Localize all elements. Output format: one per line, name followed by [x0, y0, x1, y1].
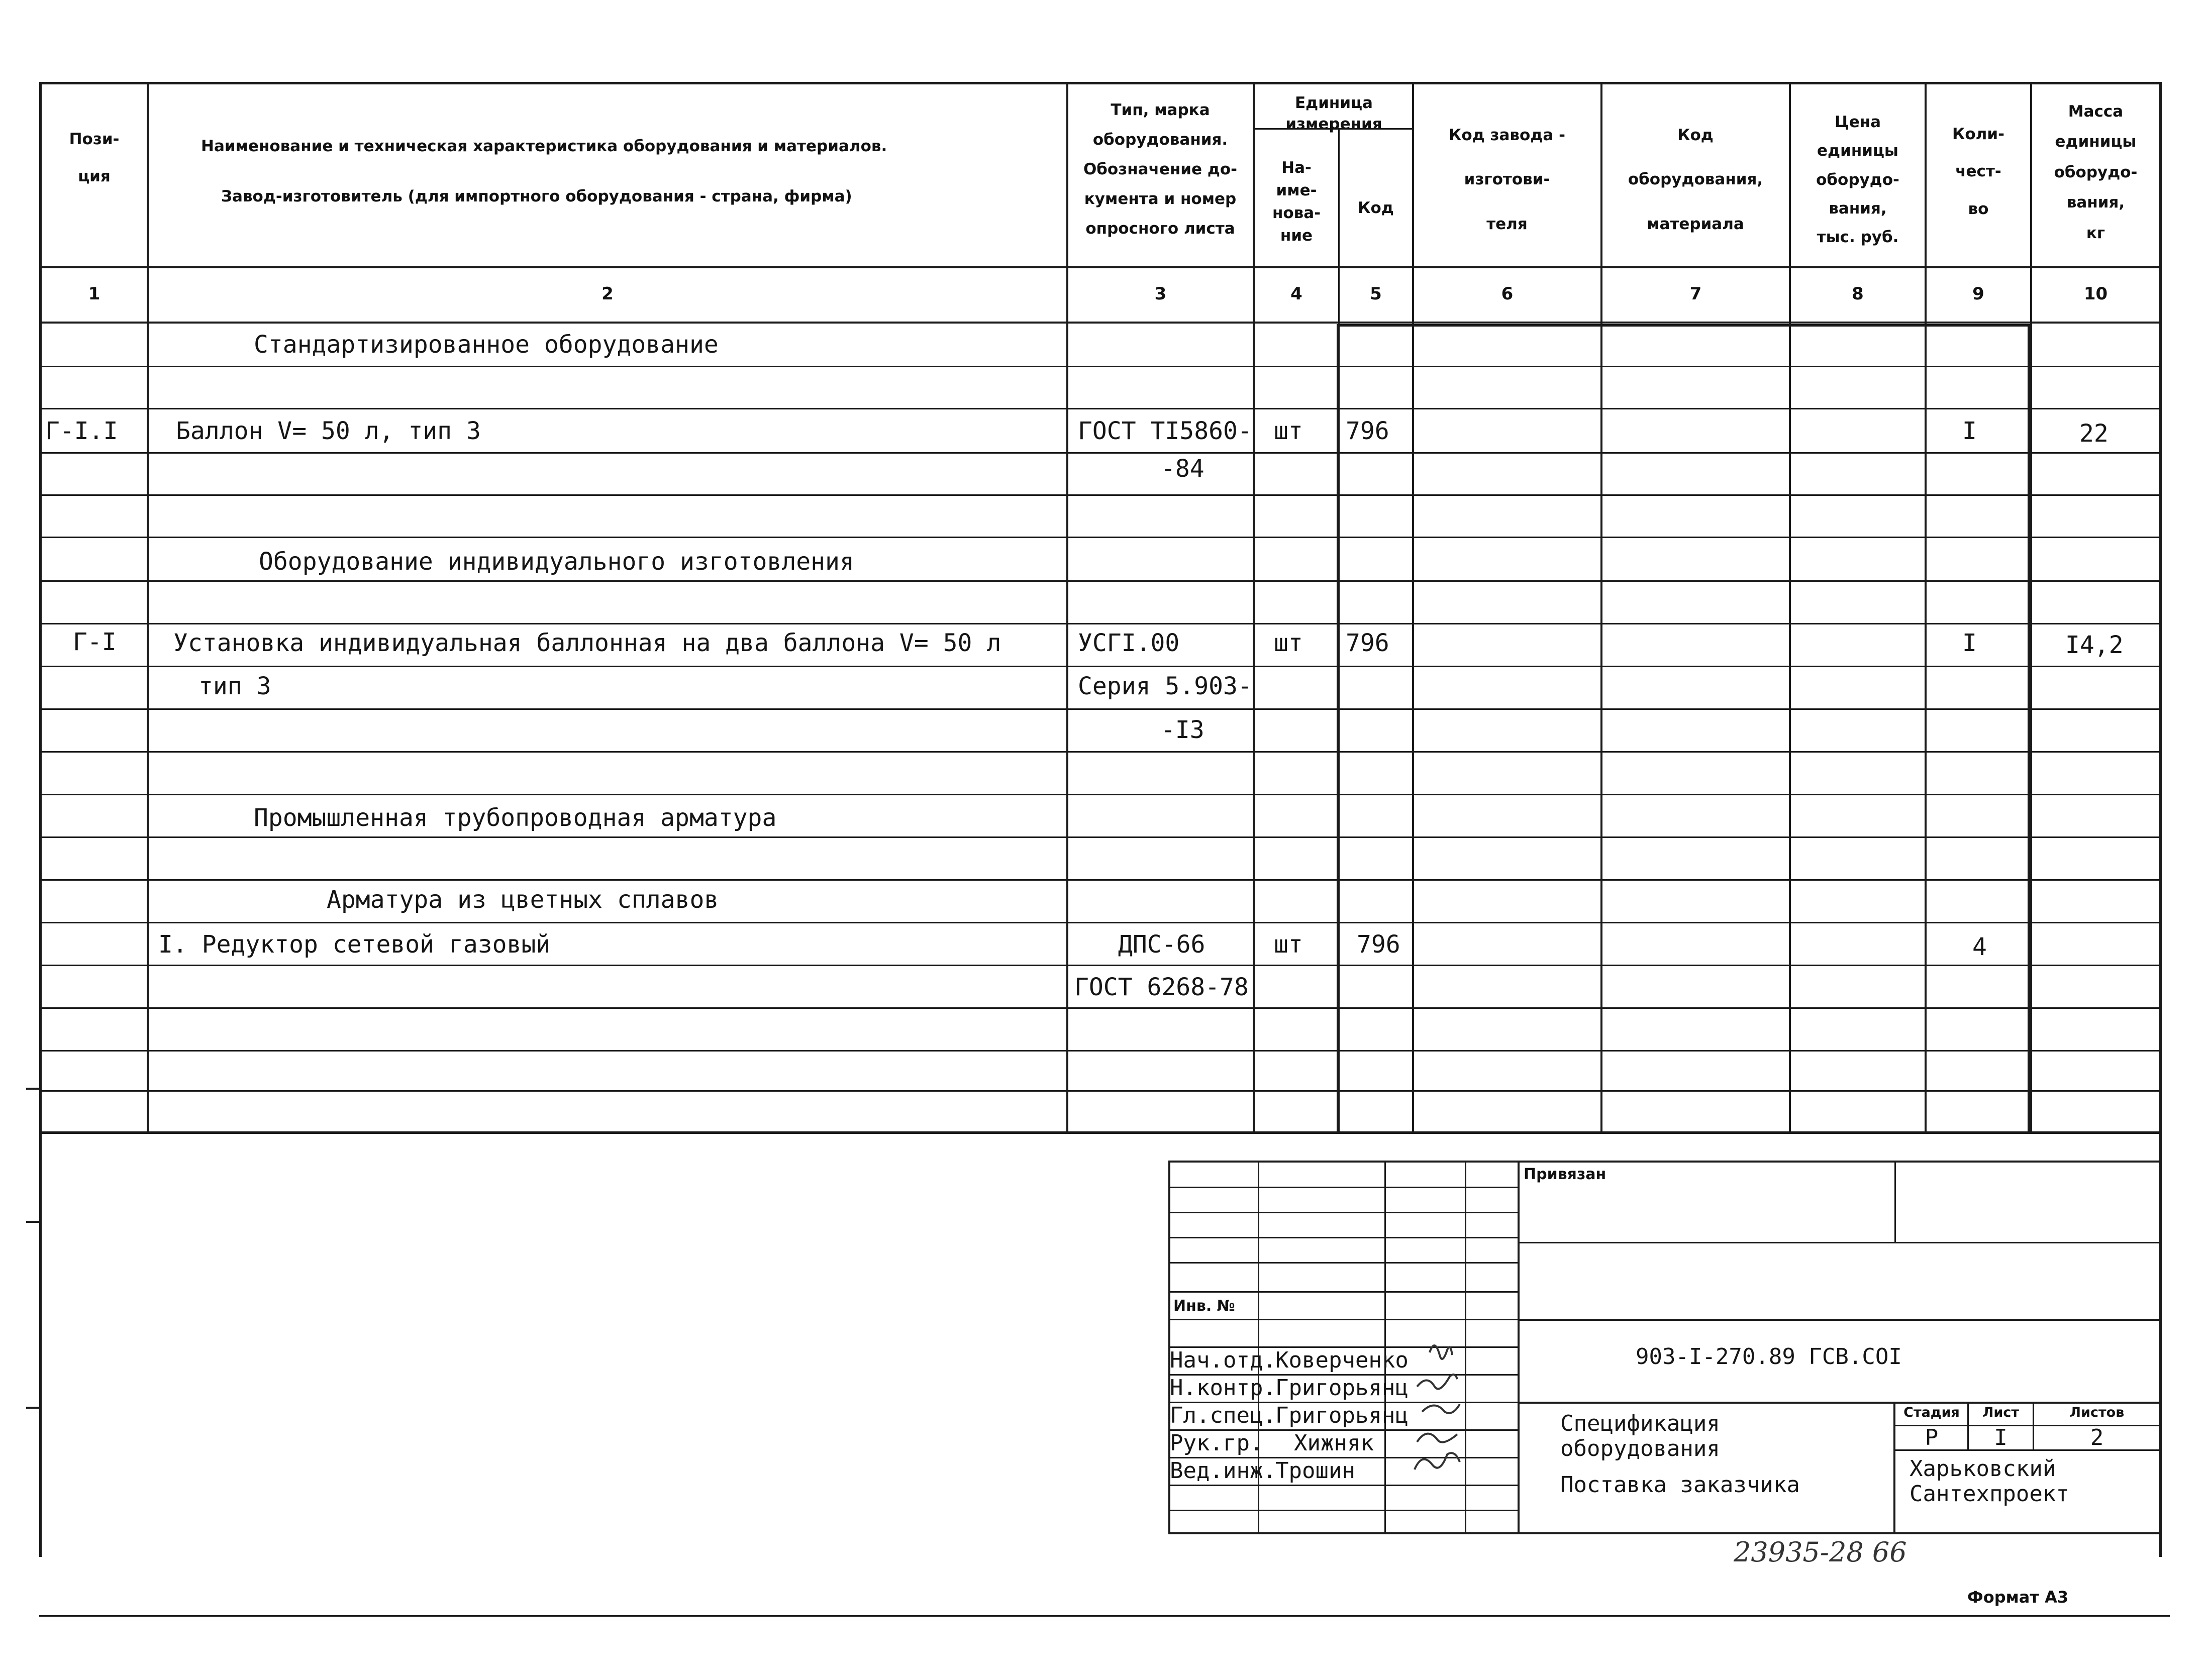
- inventory-number-label: Инв. №: [1173, 1297, 1235, 1315]
- row3-quantity: 4: [1972, 933, 1987, 961]
- row1-name: Баллон V= 50 л, тип 3: [176, 417, 481, 445]
- row2-series-cont: -I3: [1161, 716, 1204, 744]
- organization-line-1: Харьковский: [1910, 1456, 2056, 1482]
- row2-code: 796: [1346, 629, 1389, 657]
- stage-label: Стадия: [1903, 1405, 1960, 1420]
- section-nonferrous-valves: Арматура из цветных сплавов: [327, 886, 719, 914]
- document-code: 903-I-270.89 ГСВ.СОI: [1636, 1344, 1902, 1370]
- row1-code: 796: [1346, 417, 1389, 445]
- row2-mass: I4,2: [2065, 631, 2124, 659]
- section-pipeline-valves: Промышленная трубопроводная арматура: [254, 804, 777, 832]
- bottom-rule: [39, 1615, 2170, 1617]
- header-quantity: Коли- чест- во: [1952, 125, 2004, 218]
- row2-position: Г-I: [73, 628, 117, 656]
- section-individual: Оборудование индивидуального изготовления: [259, 548, 854, 576]
- sheets-label: Листов: [2069, 1405, 2125, 1420]
- staff-role-5: Вед.инж.: [1170, 1458, 1276, 1484]
- header-price: Цена единицы оборудо- вания, тыс. руб.: [1816, 113, 1899, 247]
- col-number-4: 4: [1290, 284, 1302, 304]
- row3-name: I. Редуктор сетевой газовый: [158, 930, 551, 959]
- title-equipment: оборудования: [1560, 1436, 1720, 1461]
- row2-doc: УСГI.00: [1078, 629, 1180, 657]
- row3-code: 796: [1357, 930, 1400, 959]
- staff-role-4: Рук.гр.: [1170, 1430, 1263, 1456]
- linked-label: Привязан: [1524, 1166, 1606, 1183]
- header-manufacturer-code: Код завода - изготови- теля: [1449, 126, 1565, 233]
- row2-unit: шт: [1274, 629, 1303, 657]
- header-type: Тип, марка оборудования. Обозначение до- кумента и номер опросного листа: [1083, 101, 1238, 238]
- row3-doc: ДПС-66: [1118, 930, 1206, 959]
- col-number-2: 2: [601, 284, 614, 304]
- section-standardized: Стандартизированное оборудование: [254, 331, 719, 359]
- header-mass: Масса единицы оборудо- вания, кг: [2054, 102, 2138, 242]
- header-unit: Единица измерения: [1285, 94, 1382, 133]
- row1-unit: шт: [1274, 417, 1303, 445]
- col-number-9: 9: [1972, 284, 1984, 304]
- header-unit-code: Код: [1358, 199, 1394, 217]
- row1-quantity: I: [1962, 417, 1977, 445]
- signatures: [1387, 1331, 1518, 1487]
- row2-name-cont: тип 3: [198, 672, 271, 700]
- row3-unit: шт: [1274, 930, 1303, 959]
- title-specification: Спецификация: [1560, 1411, 1720, 1436]
- row1-doc-cont: -84: [1161, 455, 1204, 483]
- row1-doc: ГОСТ ТI5860-: [1078, 417, 1252, 445]
- sheet-label: Лист: [1982, 1405, 2019, 1420]
- staff-name-2: Григорьянц: [1275, 1375, 1409, 1401]
- staff-role-1: Нач.отд.: [1170, 1347, 1276, 1373]
- header-unit-name: На- име- нова- ние: [1272, 159, 1321, 245]
- header-manufacturer: Завод-изготовитель (для импортного оборудования - страна, фирма): [221, 187, 852, 205]
- row2-quantity: I: [1962, 629, 1977, 657]
- staff-name-1: Коверченко: [1275, 1347, 1409, 1373]
- paper-format: Формат А3: [1967, 1588, 2069, 1607]
- col-number-1: 1: [88, 284, 101, 304]
- sheets-value: 2: [2090, 1425, 2104, 1450]
- sheet-value: I: [1994, 1425, 2007, 1450]
- organization-line-2: Сантехпроект: [1910, 1481, 2069, 1507]
- header-equipment-code: Код оборудования, материала: [1628, 126, 1763, 233]
- title-customer-supply: Поставка заказчика: [1560, 1472, 1800, 1498]
- row2-series: Серия 5.903-: [1078, 672, 1252, 700]
- col-number-6: 6: [1501, 284, 1514, 304]
- row2-name: Установка индивидуальная баллонная на два баллона V= 50 л: [173, 629, 1001, 657]
- row1-position: Г-I.I: [45, 417, 118, 445]
- row1-mass: 22: [2079, 419, 2108, 448]
- header-name: Наименование и техническая характеристика оборудования и материалов.: [201, 137, 887, 155]
- col-number-8: 8: [1852, 284, 1864, 304]
- stage-value: Р: [1925, 1425, 1939, 1450]
- col-number-10: 10: [2083, 284, 2108, 304]
- staff-role-2: Н.контр.: [1170, 1375, 1276, 1401]
- header-position: Пози- ция: [69, 130, 120, 186]
- archive-number: 23935-28 66: [1734, 1536, 1907, 1568]
- staff-name-4: Хижняк: [1294, 1430, 1374, 1456]
- col-number-5: 5: [1370, 284, 1382, 304]
- col-number-3: 3: [1154, 284, 1167, 304]
- staff-role-3: Гл.спец.: [1170, 1403, 1276, 1428]
- col-number-7: 7: [1689, 284, 1702, 304]
- staff-name-3: Григорьянц: [1275, 1403, 1409, 1428]
- row3-doc-cont: ГОСТ 6268-78: [1074, 973, 1249, 1001]
- staff-name-5: Трошин: [1275, 1458, 1355, 1484]
